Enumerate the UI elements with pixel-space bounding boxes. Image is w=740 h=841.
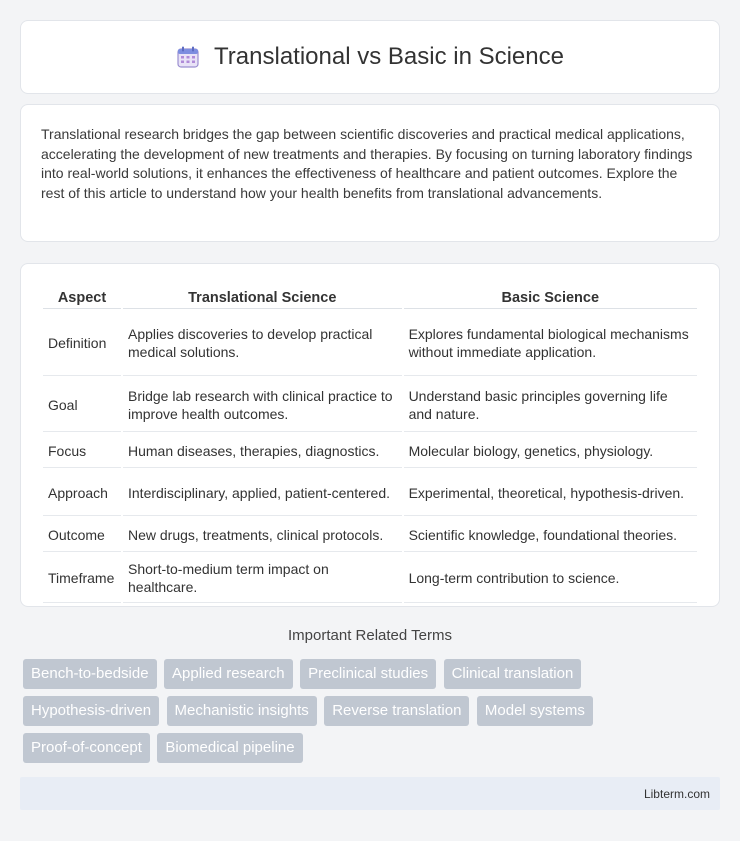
intro-card [20, 104, 720, 242]
table-row [43, 470, 697, 516]
related-term-tag[interactable]: Mechanistic insights [167, 696, 317, 726]
intro-text: Translational research bridges the gap between scientific discoveries and practical medical applications, accelerating the development of new treatments and therapies. By focusing on turning laboratory findings into real-world solutions, it enhances the effectiveness of healthcare and patient outcomes. Explore the rest of this article to understand how your health benefits from translational advancements. [41, 126, 693, 201]
row-translational: Short-to-medium term impact on healthcare. [123, 554, 402, 603]
related-term-tag[interactable]: Model systems [477, 696, 593, 726]
footer-brand-link[interactable]: Libterm.com [643, 787, 710, 801]
page-title: Translational vs Basic in Science [214, 43, 564, 70]
header [176, 43, 564, 71]
table-row [43, 378, 697, 432]
row-translational: Interdisciplinary, applied, patient-centered. [123, 470, 402, 516]
header-card [20, 20, 720, 94]
row-aspect: Focus [43, 434, 121, 468]
related-term-tag[interactable]: Clinical translation [444, 659, 582, 689]
comparison-table [41, 284, 699, 605]
calendar-icon [176, 45, 200, 69]
related-term-tag[interactable]: Biomedical pipeline [157, 733, 302, 763]
row-translational: Human diseases, therapies, diagnostics. [123, 434, 402, 468]
comparison-table-card [20, 263, 720, 607]
row-aspect: Outcome [43, 518, 121, 552]
header-basic: Basic Science [404, 286, 697, 309]
related-terms-title: Important Related Terms [288, 627, 452, 644]
row-aspect: Timeframe [43, 554, 121, 603]
related-terms-list [23, 659, 723, 770]
related-term-tag[interactable]: Bench-to-bedside [23, 659, 157, 689]
row-translational: Applies discoveries to develop practical medical solutions. [123, 311, 402, 376]
header-aspect: Aspect [43, 286, 121, 309]
row-basic: Understand basic principles governing life and nature. [404, 378, 697, 432]
row-aspect: Goal [43, 378, 121, 432]
related-term-tag[interactable]: Preclinical studies [300, 659, 436, 689]
related-term-tag[interactable]: Proof-of-concept [23, 733, 150, 763]
related-term-tag[interactable]: Reverse translation [324, 696, 469, 726]
row-basic: Scientific knowledge, foundational theories. [404, 518, 697, 552]
row-aspect: Definition [43, 311, 121, 376]
row-aspect: Approach [43, 470, 121, 516]
row-basic: Long-term contribution to science. [404, 554, 697, 603]
row-basic: Experimental, theoretical, hypothesis-driven. [404, 470, 697, 516]
table-row [43, 311, 697, 376]
row-basic: Molecular biology, genetics, physiology. [404, 434, 697, 468]
related-term-tag[interactable]: Hypothesis-driven [23, 696, 159, 726]
table-row [43, 434, 697, 468]
table-row [43, 554, 697, 603]
related-term-tag[interactable]: Applied research [164, 659, 293, 689]
table-row [43, 518, 697, 552]
row-basic: Explores fundamental biological mechanisms without immediate application. [404, 311, 697, 376]
footer [20, 777, 720, 810]
row-translational: Bridge lab research with clinical practice to improve health outcomes. [123, 378, 402, 432]
table-header-row [43, 286, 697, 309]
row-translational: New drugs, treatments, clinical protocols. [123, 518, 402, 552]
header-translational: Translational Science [123, 286, 402, 309]
